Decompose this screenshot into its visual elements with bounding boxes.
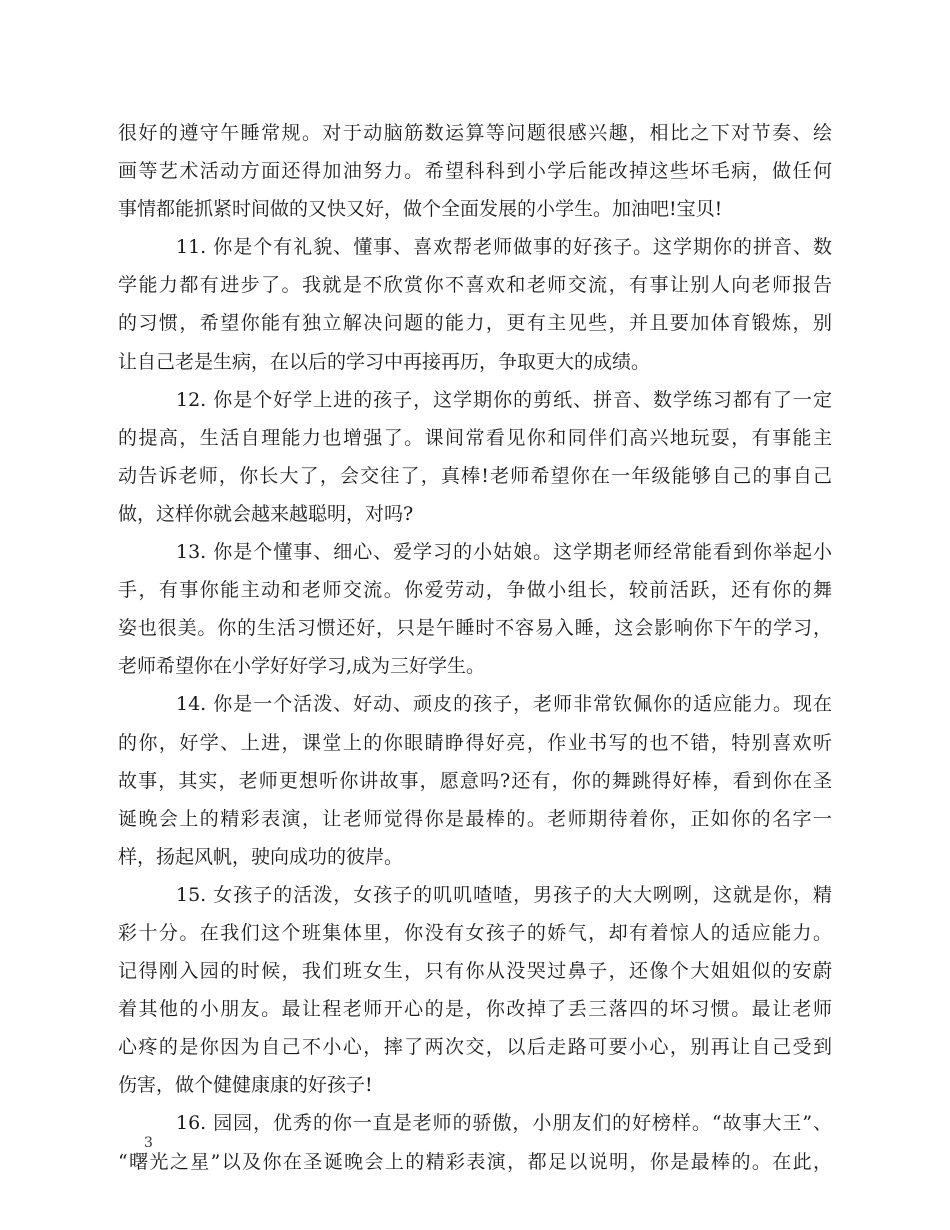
text-line: 学能力都有进步了。我就是不欣赏你不喜欢和老师交流，有事让别人向老师报告 xyxy=(118,274,832,297)
text-line: 伤害，做个健健康康的好孩子! xyxy=(118,1074,373,1097)
text-line: 样，扬起风帆，驶向成功的彼岸。 xyxy=(118,845,404,868)
text-line: 12. 你是个好学上进的孩子，这学期你的剪纸、拼音、数学练习都有了一定 xyxy=(176,388,832,411)
paragraph-16 xyxy=(118,1104,832,1180)
text-line: 做，这样你就会越来越聪明，对吗? xyxy=(118,502,414,525)
text-line: 11. 你是个有礼貌、懂事、喜欢帮老师做事的好孩子。这学期你的拼音、数 xyxy=(176,236,832,259)
paragraph-11 xyxy=(118,228,832,380)
text-line: 着其他的小朋友。最让程老师开心的是，你改掉了丢三落四的坏习惯。最让老师 xyxy=(118,998,832,1021)
text-line: 让自己老是生病，在以后的学习中再接再历，争取更大的成绩。 xyxy=(118,350,651,373)
text-line: 故事，其实，老师更想听你讲故事，愿意吗?还有，你的舞跳得好棒，看到你在圣 xyxy=(118,769,832,792)
text-line: 心疼的是你因为自己不小心，摔了两次交，以后走路可要小心，别再让自己受到 xyxy=(118,1036,832,1059)
text-line: 动告诉老师，你长大了，会交往了，真棒!老师希望你在一年级能够自己的事自己 xyxy=(118,464,832,487)
text-line: 16. 园园，优秀的你一直是老师的骄傲，小朋友们的好榜样。“故事大王”、 xyxy=(176,1112,832,1135)
paragraph-12 xyxy=(118,381,832,533)
text-line: 记得刚入园的时候，我们班女生，只有你从没哭过鼻子，还像个大姐姐似的安蔚 xyxy=(118,960,832,983)
text-line: 老师希望你在小学好好学习,成为三好学生。 xyxy=(118,655,486,678)
text-line: 14. 你是一个活泼、好动、顽皮的孩子，老师非常钦佩你的适应能力。现在 xyxy=(176,693,832,716)
text-line: 的提高，生活自理能力也增强了。课间常看见你和同伴们高兴地玩耍，有事能主 xyxy=(118,426,832,449)
text-line: “曙光之星”以及你在圣诞晚会上的精彩表演，都足以说明，你是最棒的。在此， xyxy=(118,1150,832,1173)
document-body xyxy=(118,114,832,1181)
text-line: 姿也很美。你的生活习惯还好，只是午睡时不容易入睡，这会影响你下午的学习， xyxy=(118,617,832,640)
text-line: 的你，好学、上进，课堂上的你眼睛睁得好亮，作业书写的也不错，特别喜欢听 xyxy=(118,731,832,754)
paragraph-continued xyxy=(118,114,832,228)
page-number: 3 xyxy=(144,1135,153,1151)
text-line: 的习惯，希望你能有独立解决问题的能力，更有主见些，并且要加体育锻炼，别 xyxy=(118,312,832,335)
text-line: 15. 女孩子的活泼，女孩子的叽叽喳喳，男孩子的大大咧咧，这就是你，精 xyxy=(176,883,832,906)
text-line: 手，有事你能主动和老师交流。你爱劳动，争做小组长，较前活跃，还有你的舞 xyxy=(118,579,832,602)
text-line: 很好的遵守午睡常规。对于动脑筋数运算等问题很感兴趣，相比之下对节奏、绘 xyxy=(118,122,832,144)
text-line: 事情都能抓紧时间做的又快又好，做个全面发展的小学生。加油吧!宝贝! xyxy=(118,198,723,221)
paragraph-14 xyxy=(118,685,832,875)
text-line: 13. 你是个懂事、细心、爱学习的小姑娘。这学期老师经常能看到你举起小 xyxy=(176,541,832,564)
text-line: 画等艺术活动方面还得加油努力。希望科科到小学后能改掉这些坏毛病，做任何 xyxy=(118,160,832,183)
text-line: 诞晚会上的精彩表演，让老师觉得你是最棒的。老师期待着你，正如你的名字一 xyxy=(118,807,832,830)
paragraph-13 xyxy=(118,533,832,685)
text-line: 彩十分。在我们这个班集体里，你没有女孩子的娇气，却有着惊人的适应能力。 xyxy=(118,921,832,944)
paragraph-15 xyxy=(118,876,832,1105)
